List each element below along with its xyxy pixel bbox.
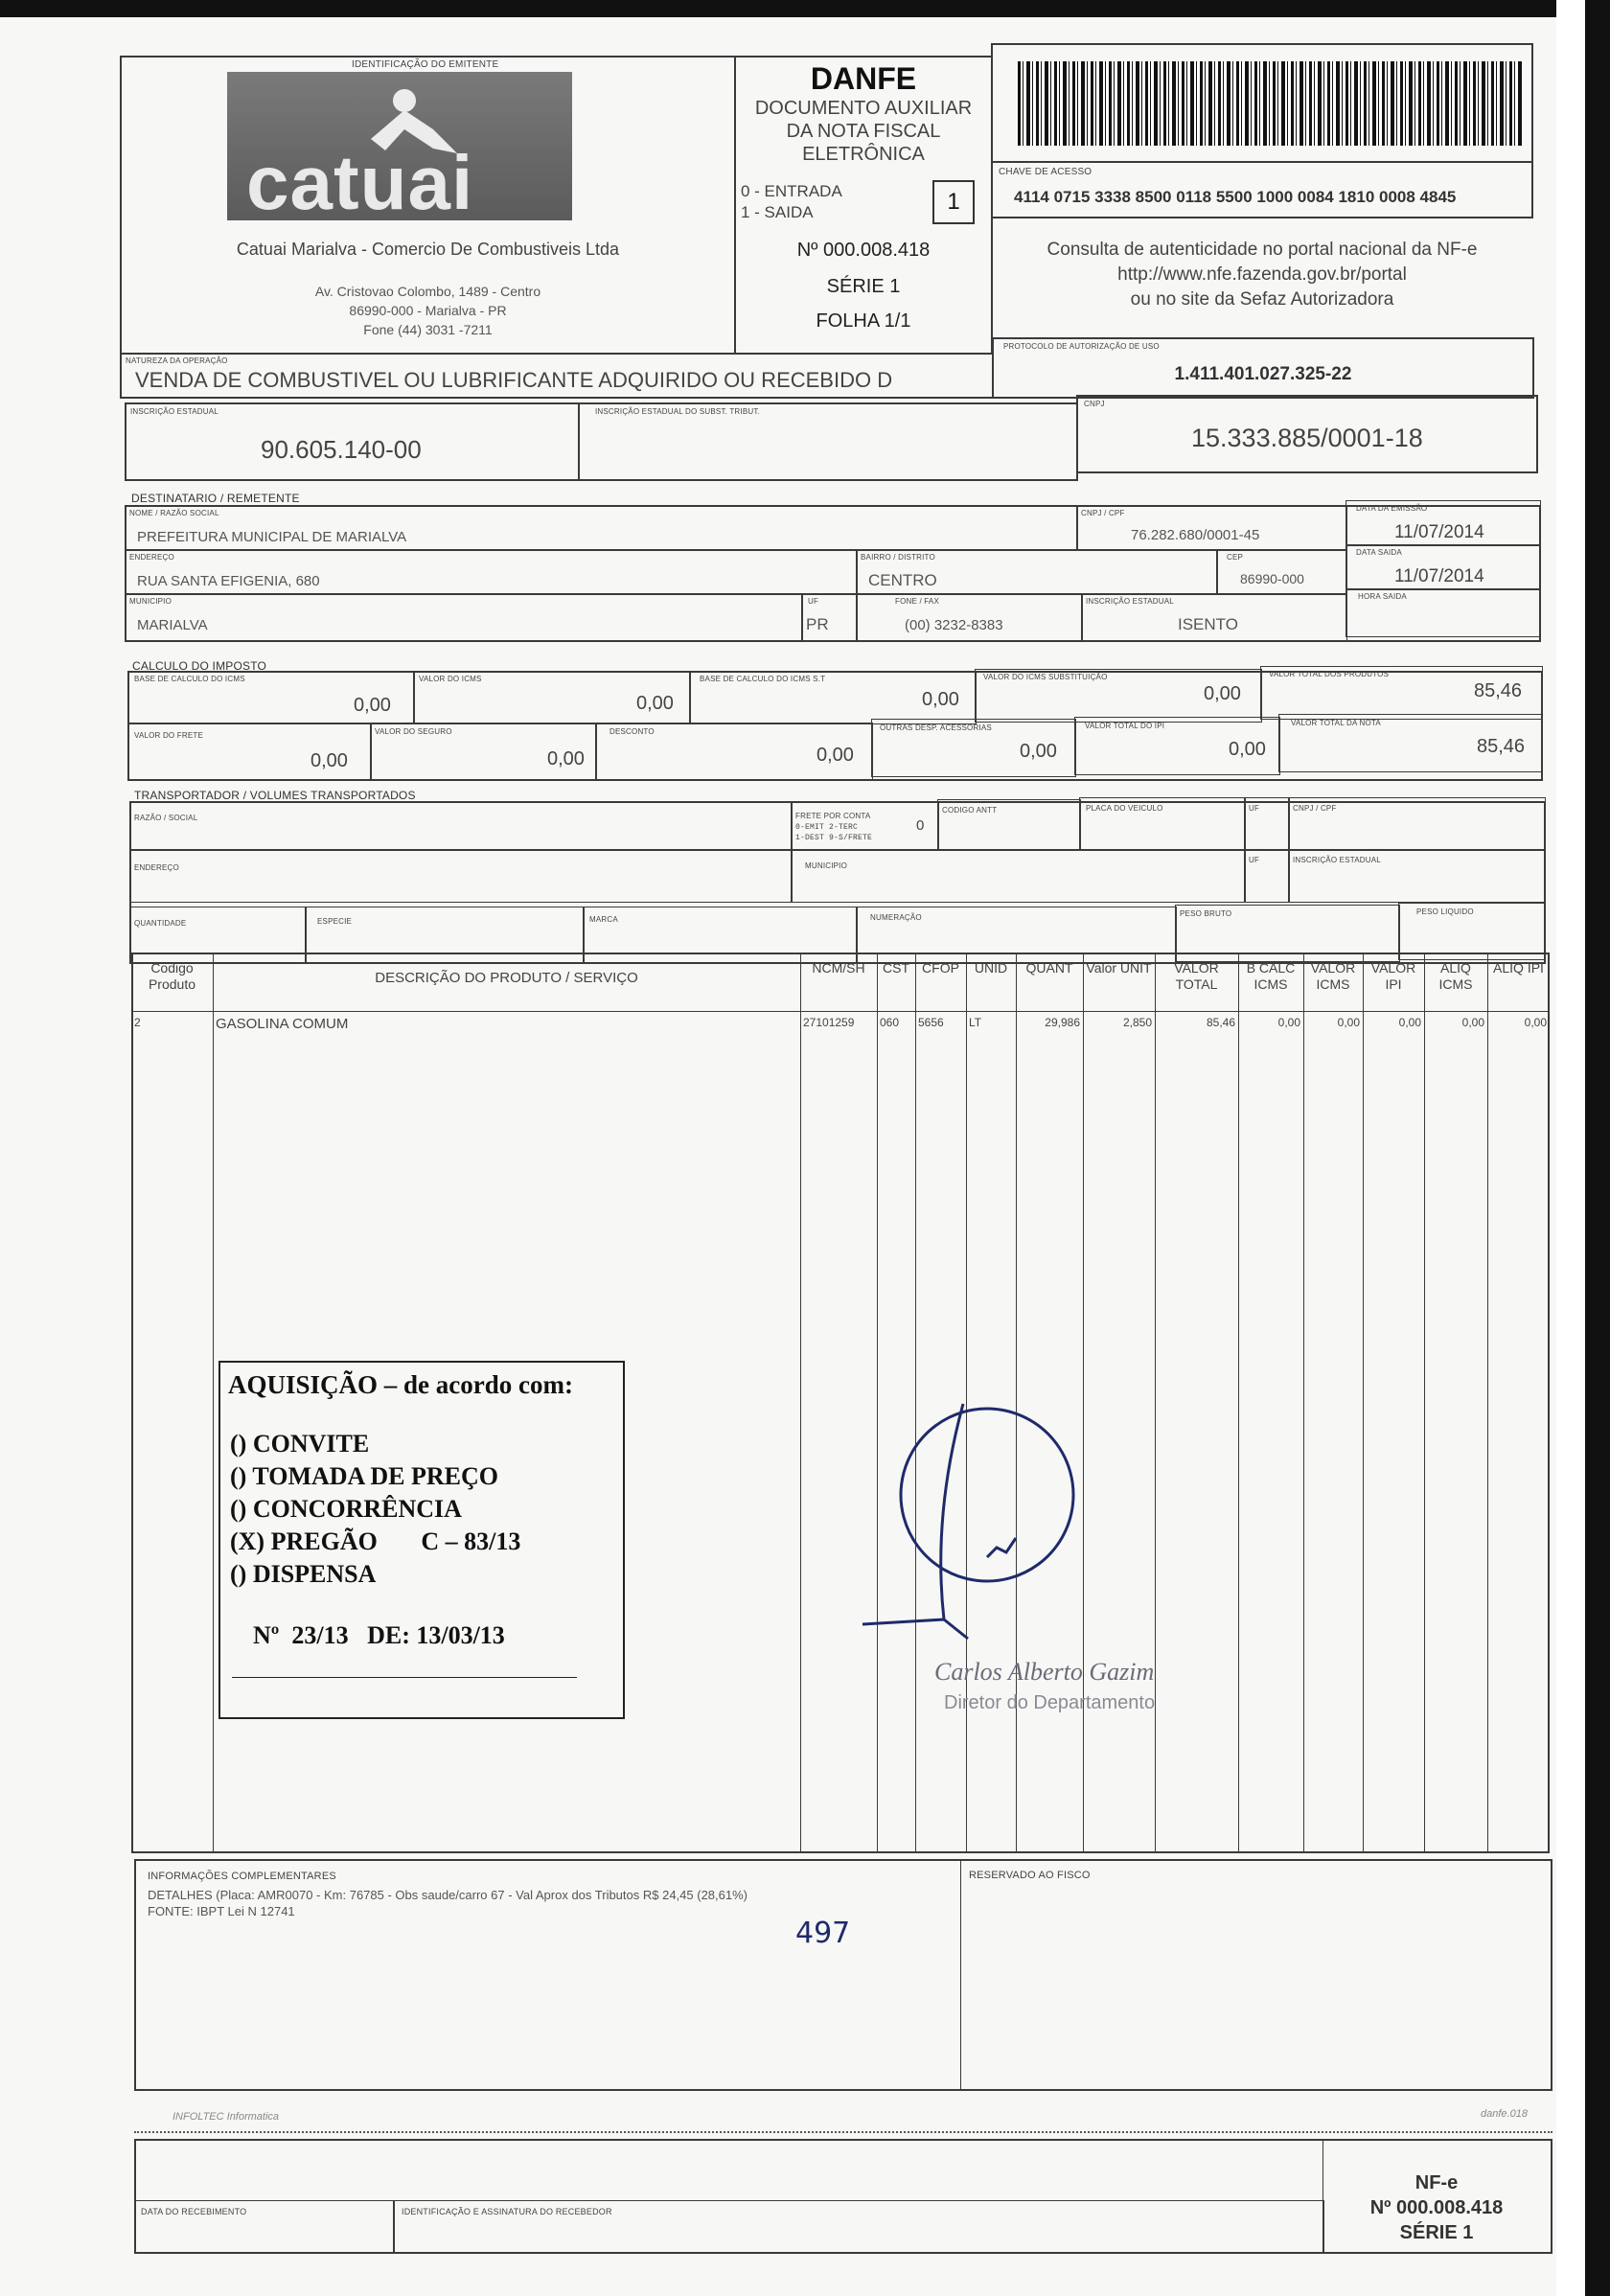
- v-nota-value: 85,46: [1477, 736, 1526, 757]
- seguro-cell: [370, 723, 597, 781]
- transp-municipio-label: MUNICIPIO: [805, 861, 848, 870]
- dest-endereco-label: ENDEREÇO: [129, 553, 174, 562]
- consulta-line-3: ou no site da Sefaz Autorizadora: [1130, 289, 1394, 310]
- consulta-line-1: Consulta de autenticidade no portal nacional da NF-e: [1046, 240, 1478, 260]
- transp-uf-label: UF: [1249, 804, 1260, 813]
- danfe-folha: FOLHA 1/1: [816, 310, 911, 332]
- chave-value: 4114 0715 3338 8500 0118 5500 1000 0084 1810 0008 4845: [1014, 188, 1457, 206]
- dest-uf-label: UF: [808, 597, 819, 606]
- transp-antt-cell: [937, 799, 1081, 851]
- destinatario-section-label: DESTINATARIO / REMETENTE: [131, 492, 300, 505]
- transp-uf-cell: [1244, 797, 1290, 851]
- transp-razao-cell: [129, 801, 793, 851]
- canhoto-nfe: NF-e: [1414, 2172, 1459, 2193]
- cnpj-emit-label: CNPJ: [1084, 400, 1105, 408]
- transp-especie-label: ESPECIE: [317, 917, 353, 926]
- produtos-header-cell: CST: [883, 960, 909, 976]
- emitente-fone: Fone (44) 3031 -7211: [363, 322, 493, 337]
- danfe-subtitle-3: ELETRÔNICA: [802, 144, 925, 165]
- produtos-cell: 85,46: [1206, 1016, 1235, 1029]
- stamp-concorrencia: () CONCORRÊNCIA: [230, 1495, 462, 1523]
- footer-cut-line: [134, 2131, 1552, 2133]
- produtos-column-divider: [1238, 953, 1239, 1853]
- produtos-column-divider: [800, 953, 801, 1853]
- stamp-convite: () CONVITE: [230, 1430, 370, 1458]
- scan-border-right: [1585, 0, 1610, 2296]
- v-nota-label: VALOR TOTAL DA NOTA: [1291, 719, 1381, 727]
- transp-bruto-label: PESO BRUTO: [1180, 909, 1232, 918]
- dest-municipio-cell: [125, 593, 803, 642]
- danfe-tipo-box: 1: [932, 180, 975, 224]
- emitente-razao: Catuai Marialva - Comercio De Combustiveis Ltda: [236, 240, 620, 259]
- transp-endereco-label: ENDEREÇO: [134, 863, 179, 872]
- canhoto-numero: Nº 000.008.418: [1369, 2197, 1504, 2218]
- imposto-section-label: CALCULO DO IMPOSTO: [132, 659, 267, 673]
- transp-ie-cell: [1288, 849, 1546, 903]
- outras-cell: [871, 719, 1076, 777]
- dest-hora-label: HORA SAIDA: [1358, 592, 1407, 601]
- produtos-column-divider: [1155, 953, 1156, 1853]
- stamp-numero: Nº 23/13 DE: 13/03/13: [253, 1621, 505, 1649]
- info-line-2: FONTE: IBPT Lei N 12741: [148, 1904, 295, 1918]
- danfe-saida: 1 - SAIDA: [741, 203, 814, 221]
- produtos-cell: GASOLINA COMUM: [216, 1016, 349, 1032]
- canhoto-data-label: DATA DO RECEBIMENTO: [141, 2207, 247, 2216]
- dest-fone-value: (00) 3232-8383: [905, 617, 1003, 633]
- produtos-cell: 0,00: [1277, 1016, 1300, 1029]
- desconto-cell: [595, 723, 873, 781]
- signature-role: Diretor do Departamento: [944, 1692, 1156, 1713]
- produtos-cell: 2,850: [1122, 1016, 1152, 1029]
- produtos-cell: 29,986: [1045, 1016, 1080, 1029]
- v-nota-cell: [1278, 714, 1543, 772]
- protocolo-box: [992, 337, 1534, 399]
- transp-liquido-label: PESO LIQUIDO: [1416, 907, 1474, 916]
- outras-value: 0,00: [1020, 741, 1057, 762]
- dest-emissao-value: 11/07/2014: [1394, 522, 1484, 542]
- canhoto-ident-cell: [393, 2200, 1324, 2254]
- produtos-cell: 060: [880, 1016, 900, 1029]
- dest-emissao-label: DATA DA EMISSÃO: [1356, 504, 1428, 513]
- danfe-serie: SÉRIE 1: [826, 276, 901, 297]
- bc-st-label: BASE DE CALCULO DO ICMS S.T: [700, 675, 826, 683]
- ipi-cell: [1074, 717, 1280, 775]
- produtos-header-cell: Codigo Produto: [148, 960, 196, 992]
- transp-municipio-cell: [791, 849, 1246, 903]
- signature-name: Carlos Alberto Gazim: [934, 1658, 1155, 1686]
- bc-icms-cell: [127, 671, 415, 724]
- stamp-pregao: (X) PREGÃO C – 83/13: [230, 1527, 521, 1555]
- transp-ie-label: INSCRIÇÃO ESTADUAL: [1293, 856, 1381, 864]
- danfe-box: [734, 56, 993, 355]
- dest-cnpj-label: CNPJ / CPF: [1081, 509, 1125, 517]
- dest-cep-label: CEP: [1227, 553, 1244, 562]
- dest-ie-cell: [1081, 593, 1347, 642]
- dest-cnpj-cell: [1076, 505, 1347, 551]
- frete-cell: [127, 723, 372, 781]
- seguro-label: VALOR DO SEGURO: [375, 727, 452, 736]
- frete-value: 0,00: [310, 750, 348, 771]
- desconto-label: DESCONTO: [610, 727, 655, 736]
- transp-liquido-cell: [1398, 903, 1546, 960]
- transp-frete-label: FRETE POR CONTA: [795, 812, 871, 820]
- dest-fone-cell: [856, 593, 1083, 642]
- produtos-cell: 0,00: [1337, 1016, 1360, 1029]
- bc-icms-value: 0,00: [354, 695, 391, 716]
- ie-subst-box: [578, 402, 1078, 481]
- transp-placa-cell: [1079, 797, 1246, 851]
- produtos-header-cell: VALOR TOTAL: [1174, 960, 1219, 992]
- produtos-header-cell: VALOR IPI: [1370, 960, 1416, 992]
- handwritten-number: 497: [795, 1917, 851, 1950]
- frete-label: VALOR DO FRETE: [134, 731, 203, 740]
- ie-box: [125, 402, 580, 481]
- fisco-cell: [960, 1859, 1552, 2091]
- transp-antt-label: CODIGO ANTT: [942, 806, 998, 815]
- desconto-value: 0,00: [816, 745, 854, 766]
- dest-fone-label: FONE / FAX: [895, 597, 940, 606]
- stamp-tomada: () TOMADA DE PREÇO: [230, 1462, 498, 1490]
- transp-razao-label: RAZÃO / SOCIAL: [134, 814, 198, 822]
- produtos-cell: LT: [969, 1016, 982, 1029]
- aquisicao-stamp: [218, 1361, 625, 1719]
- ie-subst-label: INSCRIÇÃO ESTADUAL DO SUBST. TRIBUT.: [595, 407, 760, 416]
- outras-label: OUTRAS DESP. ACESSORIAS: [880, 723, 992, 732]
- produtos-cell: 2: [134, 1016, 141, 1029]
- produtos-column-divider: [1303, 953, 1304, 1853]
- danfe-subtitle-2: DA NOTA FISCAL: [786, 121, 941, 142]
- canhoto-serie: SÉRIE 1: [1399, 2222, 1474, 2243]
- transp-numeracao-label: NUMERAÇÃO: [870, 913, 922, 922]
- stamp-dispensa: () DISPENSA: [230, 1560, 377, 1588]
- dest-ie-label: INSCRIÇÃO ESTADUAL: [1086, 597, 1174, 606]
- natureza-box: [120, 353, 994, 399]
- dest-endereco-value: RUA SANTA EFIGENIA, 680: [137, 573, 320, 589]
- barcode-graphic: [1018, 61, 1522, 146]
- dest-municipio-value: MARIALVA: [137, 617, 208, 633]
- stamp-title: AQUISIÇÃO – de acordo com:: [228, 1370, 573, 1399]
- dest-saida-value: 11/07/2014: [1394, 566, 1484, 586]
- bc-icms-label: BASE DE CALCULO DO ICMS: [134, 675, 245, 683]
- dest-nome-label: NOME / RAZÃO SOCIAL: [129, 509, 219, 517]
- produtos-header-cell: Valor UNIT: [1086, 960, 1152, 976]
- ipi-label: VALOR TOTAL DO IPI: [1085, 722, 1165, 730]
- produtos-header-cell: DESCRIÇÃO DO PRODUTO / SERVIÇO: [375, 970, 638, 986]
- dest-nome-cell: [125, 505, 1078, 551]
- produtos-cell: 0,00: [1398, 1016, 1421, 1029]
- emitente-label: IDENTIFICAÇÃO DO EMITENTE: [352, 59, 499, 70]
- canhoto-data-cell: [134, 2200, 395, 2254]
- chave-box: [991, 161, 1533, 218]
- cnpj-emit-value: 15.333.885/0001-18: [1191, 424, 1423, 452]
- dest-nome-value: PREFEITURA MUNICIPAL DE MARIALVA: [137, 529, 407, 545]
- transp-marca-label: MARCA: [589, 915, 618, 924]
- dest-endereco-cell: [125, 549, 858, 595]
- dest-cnpj-value: 76.282.680/0001-45: [1131, 527, 1260, 543]
- ie-label: INSCRIÇÃO ESTADUAL: [130, 407, 218, 416]
- footer-software: INFOLTEC Informatica: [172, 2111, 280, 2123]
- ipi-value: 0,00: [1229, 739, 1266, 760]
- emitente-endereco: Av. Cristovao Colombo, 1489 - Centro: [314, 284, 541, 299]
- dest-emissao-cell: [1346, 500, 1541, 546]
- transp-frete-opts-2: 1-DEST 9-S/FRETE: [795, 834, 873, 842]
- dest-bairro-label: BAIRRO / DISTRITO: [861, 553, 935, 562]
- info-line-1: DETALHES (Placa: AMR0070 - Km: 76785 - Obs saude/carro 67 - Val Aprox dos Tributos R$ 24,45 (28,61%): [148, 1888, 748, 1902]
- footer-form: danfe.018: [1481, 2108, 1528, 2120]
- transp-frete-opts-1: 0-EMIT 2-TERC: [795, 823, 859, 832]
- dest-bairro-value: CENTRO: [868, 571, 937, 589]
- logo-text: catuai: [246, 140, 474, 225]
- dest-uf-value: PR: [806, 615, 829, 633]
- catuai-logo: [227, 72, 572, 225]
- emitente-cep: 86990-000 - Marialva - PR: [349, 303, 507, 318]
- transp-uf2-cell: [1244, 849, 1290, 903]
- transp-uf2-label: UF: [1249, 856, 1260, 864]
- bc-st-cell: [689, 671, 977, 724]
- transp-placa-label: PLACA DO VEICULO: [1086, 804, 1163, 813]
- natureza-value: VENDA DE COMBUSTIVEL OU LUBRIFICANTE ADQUIRIDO OU RECEBIDO D: [135, 368, 893, 392]
- dest-hora-cell: [1346, 588, 1541, 637]
- natureza-label: NATUREZA DA OPERAÇÃO: [126, 356, 228, 365]
- seguro-value: 0,00: [547, 748, 585, 769]
- produtos-cell: 0,00: [1461, 1016, 1484, 1029]
- stamp-rule: [232, 1677, 577, 1678]
- bc-st-value: 0,00: [922, 689, 959, 710]
- produtos-cell: 0,00: [1524, 1016, 1547, 1029]
- info-label: INFORMAÇÕES COMPLEMENTARES: [148, 1871, 336, 1882]
- v-icms-cell: [413, 671, 691, 724]
- dest-uf-cell: [801, 593, 858, 642]
- produtos-header-cell: CFOP: [922, 960, 959, 976]
- dest-cep-value: 86990-000: [1240, 571, 1304, 586]
- dest-bairro-cell: [856, 549, 1218, 595]
- canhoto-ident-label: IDENTIFICAÇÃO E ASSINATURA DO RECEBEDOR: [402, 2207, 612, 2216]
- danfe-subtitle-1: DOCUMENTO AUXILIAR: [754, 98, 973, 119]
- produtos-column-divider: [1424, 953, 1425, 1853]
- produtos-header-cell: UNID: [974, 960, 1008, 976]
- transportador-section-label: TRANSPORTADOR / VOLUMES TRANSPORTADOS: [134, 789, 416, 802]
- produtos-column-divider: [1363, 953, 1364, 1853]
- produtos-cell: 27101259: [803, 1016, 855, 1029]
- cnpj-emit-box: [1076, 395, 1538, 473]
- v-icms-label: VALOR DO ICMS: [419, 675, 482, 683]
- ie-value: 90.605.140-00: [261, 435, 422, 464]
- dest-saida-cell: [1346, 544, 1541, 590]
- dest-cep-cell: [1216, 549, 1347, 595]
- produtos-header-cell: VALOR ICMS: [1310, 960, 1356, 992]
- canhoto-nfe-cell: [1322, 2139, 1552, 2254]
- produtos-header-cell: ALIQ IPI: [1493, 960, 1544, 976]
- produtos-cell: 5656: [918, 1016, 944, 1029]
- danfe-numero: Nº 000.008.418: [796, 240, 931, 261]
- v-prod-label: VALOR TOTAL DOS PRODUTOS: [1269, 670, 1390, 678]
- produtos-header-cell: ALIQ ICMS: [1438, 960, 1473, 992]
- protocolo-value: 1.411.401.027.325-22: [1174, 364, 1352, 384]
- produtos-header-cell: QUANT: [1025, 960, 1073, 976]
- handwritten-signature: [843, 1389, 1150, 1677]
- dest-ie-value: ISENTO: [1178, 615, 1238, 633]
- protocolo-label: PROTOCOLO DE AUTORIZAÇÃO DE USO: [1003, 342, 1160, 351]
- transp-endereco-cell: [129, 849, 793, 903]
- dest-saida-label: DATA SAIDA: [1356, 548, 1402, 557]
- transp-qtd-label: QUANTIDADE: [134, 919, 187, 928]
- danfe-title: DANFE: [810, 61, 917, 96]
- v-st-value: 0,00: [1204, 683, 1241, 704]
- consulta-line-2: http://www.nfe.fazenda.gov.br/portal: [1117, 264, 1407, 285]
- produtos-column-divider: [213, 953, 214, 1853]
- v-st-cell: [975, 669, 1262, 723]
- transp-cnpj-label: CNPJ / CPF: [1293, 804, 1337, 813]
- dest-municipio-label: MUNICIPIO: [129, 597, 172, 606]
- produtos-header-cell: B CÁLC ICMS: [1246, 960, 1296, 992]
- v-st-label: VALOR DO ICMS SUBSTITUIÇÃO: [983, 673, 1108, 681]
- fisco-label: RESERVADO AO FISCO: [969, 1870, 1091, 1881]
- produtos-header-cell: NCM/SH: [812, 960, 865, 976]
- produtos-column-divider: [1487, 953, 1488, 1853]
- scan-margin-right: [1556, 0, 1585, 2296]
- v-prod-cell: [1260, 666, 1543, 720]
- v-icms-value: 0,00: [636, 693, 674, 714]
- danfe-entrada: 0 - ENTRADA: [741, 182, 842, 200]
- transp-frete-cell: [791, 801, 939, 851]
- transp-frete-value: 0: [916, 817, 925, 834]
- chave-label: CHAVE DE ACESSO: [999, 167, 1092, 177]
- transp-cnpj-cell: [1288, 797, 1546, 851]
- scan-border-top: [0, 0, 1610, 17]
- v-prod-value: 85,46: [1474, 680, 1523, 701]
